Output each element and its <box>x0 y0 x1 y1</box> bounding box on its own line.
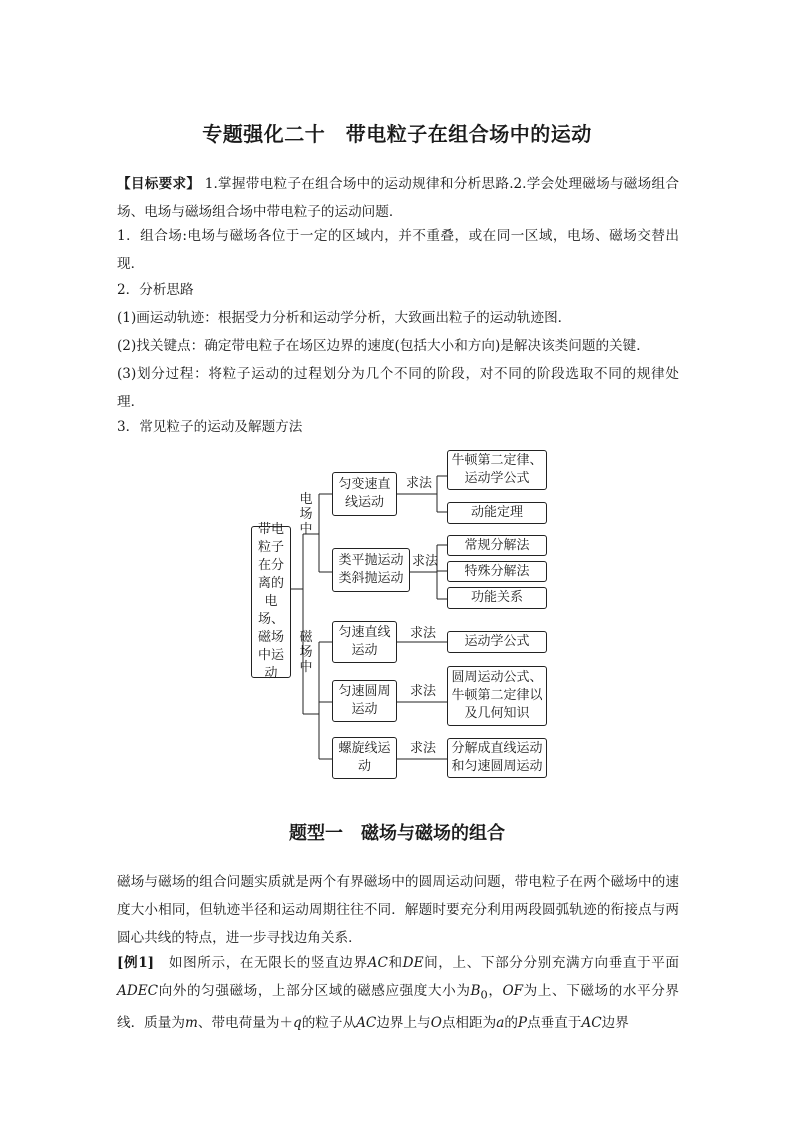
goal-label: 【目标要求】 <box>117 176 201 192</box>
e1-result-1: 牛顿第二定律、运动学公式 <box>447 450 547 490</box>
symbol-b: B <box>470 983 481 999</box>
magnetic-label: 磁场中 <box>299 630 313 675</box>
example-text: 点垂直于 <box>527 1014 582 1031</box>
e2-result-1: 常规分解法 <box>447 535 547 556</box>
section-intro: 磁场与磁场的组合问题实质就是两个有界磁场中的圆周运动问题，带电粒子在两个磁场中的速度大小相同，但轨迹半径和运动周期往往不同．解题时要充分利用两段圆弧轨迹的衔接点与两圆心共线的特点，进一步寻找边角关系． <box>117 874 679 946</box>
example-text: 为上、下磁场的水平分界线．质量为 <box>117 983 680 1031</box>
example-text: 的 <box>504 1014 518 1031</box>
example-text: 边界上与 <box>376 1014 431 1031</box>
section-title: 题型一 磁场与磁场的组合 <box>289 823 505 844</box>
example-text: 的粒子从 <box>301 1014 357 1031</box>
example-text: 和 <box>387 955 403 971</box>
point-1: 1．组合场:电场与磁场各位于一定的区域内，并不重叠，或在同一区域，电场、磁场交替出现． <box>117 228 679 272</box>
e1-method-label: 求法 <box>405 476 432 491</box>
example-text: 边界 <box>601 1014 629 1031</box>
page-title: 专题强化二十 带电粒子在组合场中的运动 <box>202 122 592 146</box>
step-3: (3)划分过程：将粒子运动的过程划分为几个不同的阶段，对不同的阶段选取不同的规律处理． <box>117 366 679 410</box>
example-1 <box>117 949 679 1037</box>
example-text: 如图所示，在无限长的竖直边界 <box>154 955 368 971</box>
symbol-adec: ADEC <box>117 983 159 999</box>
example-text: 向外的匀强磁场，上部分区域的磁感应强度大小为 <box>158 983 471 999</box>
symbol-ac: AC <box>581 1014 602 1031</box>
m3-result: 分解成直线运动和匀速圆周运动 <box>447 738 547 778</box>
e2-box: 类平抛运动类斜抛运动 <box>332 548 410 592</box>
example-text: 、带电荷量为＋ <box>197 1014 294 1031</box>
example-text: 点相距为 <box>441 1014 497 1031</box>
step-1: (1)画运动轨迹：根据受力分析和运动学分析，大致画出粒子的运动轨迹图． <box>117 310 572 326</box>
example-text: 间，上、下部分分别充满方向垂直于平面 <box>423 955 680 971</box>
m1-result: 运动学公式 <box>447 631 547 653</box>
e2-method-label: 求法 <box>411 554 438 569</box>
m1-method-label: 求法 <box>409 626 436 641</box>
root-box: 带电粒子在分离的电场、磁场中运动 <box>251 526 291 678</box>
goal-paragraph <box>117 170 679 226</box>
m2-result: 圆周运动公式、牛顿第二定律以及几何知识 <box>447 666 547 726</box>
symbol-ac: AC <box>367 955 388 971</box>
electric-label: 电场中 <box>299 492 313 537</box>
symbol-b-subscript: 0 <box>480 987 488 1002</box>
symbol-a: a <box>496 1014 505 1031</box>
symbol-of: OF <box>502 983 524 999</box>
method-diagram <box>245 444 555 784</box>
point-2: 2．分析思路 <box>117 282 194 298</box>
symbol-p: P <box>517 1014 528 1031</box>
m1-box: 匀速直线运动 <box>332 621 397 663</box>
symbol-ac: AC <box>356 1014 377 1031</box>
symbol-m: m <box>184 1014 198 1031</box>
m2-method-label: 求法 <box>409 684 436 699</box>
symbol-q: q <box>293 1014 302 1031</box>
m2-box: 匀速圆周运动 <box>332 680 397 722</box>
e2-result-3: 功能关系 <box>447 587 547 609</box>
diagram-connectors <box>245 444 555 784</box>
symbol-o: O <box>430 1014 442 1031</box>
point-3: 3．常见粒子的运动及解题方法 <box>117 419 303 435</box>
step-2: (2)找关键点：确定带电粒子在场区边界的速度(包括大小和方向)是解决该类问题的关键． <box>117 338 650 354</box>
e1-box: 匀变速直线运动 <box>332 472 397 516</box>
symbol-de: DE <box>402 955 424 971</box>
goal-text: 1.掌握带电粒子在组合场中的运动规律和分析思路.2.学会处理磁场与磁场组合场、电场与磁场组合场中带电粒子的运动问题． <box>117 176 679 220</box>
example-text: ， <box>487 983 503 999</box>
m3-box: 螺旋线运动 <box>332 737 397 779</box>
example-label: [例1] <box>117 955 155 971</box>
e2-result-2: 特殊分解法 <box>447 561 547 582</box>
e1-result-2: 动能定理 <box>447 502 547 524</box>
m3-method-label: 求法 <box>409 741 436 756</box>
